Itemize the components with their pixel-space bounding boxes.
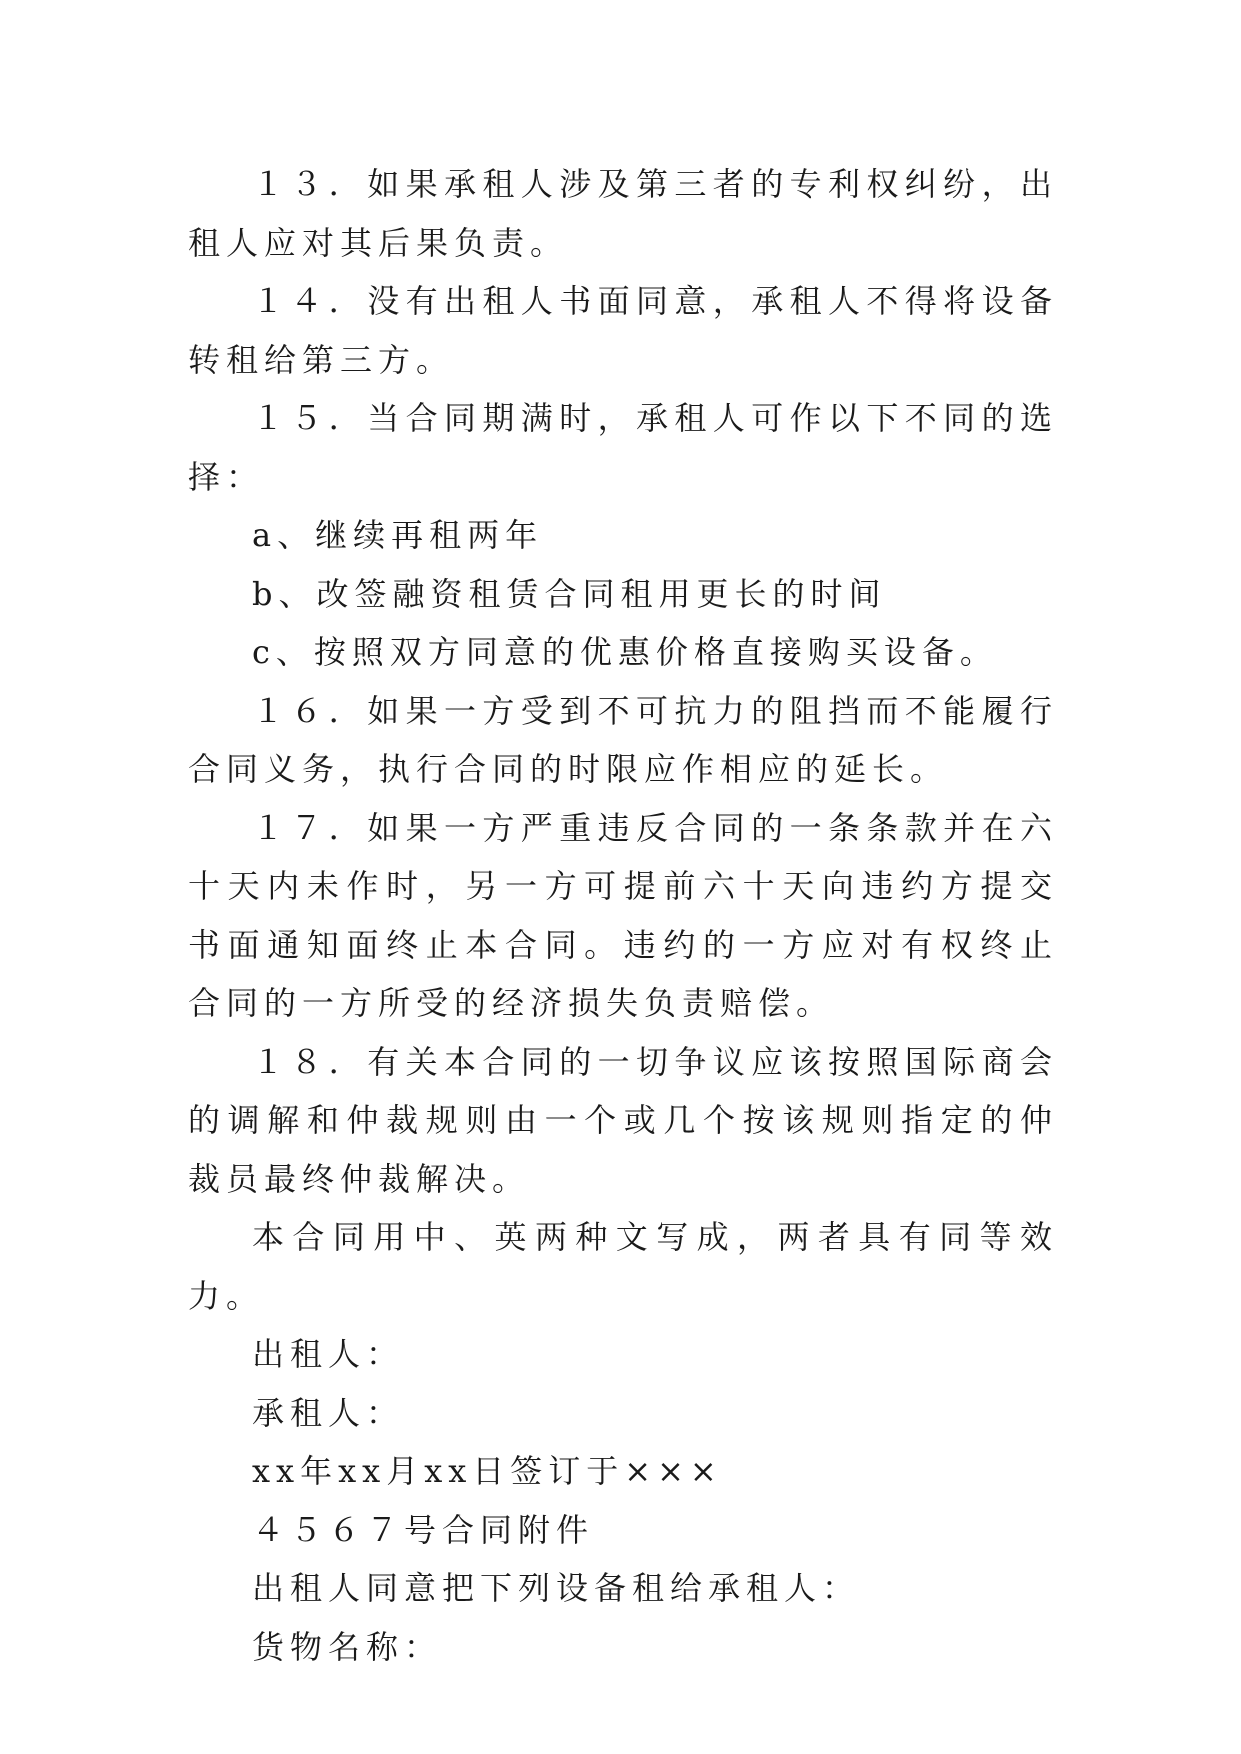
option-c: c、按照双方同意的优惠价格直接购买设备。 bbox=[252, 633, 998, 671]
clause-14: １４．没有出租人书面同意，承租人不得将设备转租给第三方。 bbox=[188, 282, 1058, 379]
signing-date-place: xx年xx月xx日签订于××× bbox=[252, 1452, 723, 1490]
clause-15: １５．当合同期满时，承租人可作以下不同的选择： bbox=[188, 399, 1058, 496]
lessee-signature-line: 承租人： bbox=[252, 1393, 405, 1432]
document-body bbox=[188, 155, 1058, 1676]
clause-13: １３．如果承租人涉及第三者的专利权纠纷，出租人应对其后果负责。 bbox=[188, 165, 1058, 262]
appendix-title: ４５６７号合同附件 bbox=[252, 1510, 595, 1549]
clause-16: １６．如果一方受到不可抗力的阻挡而不能履行合同义务，执行合同的时限应作相应的延长。 bbox=[188, 691, 1058, 788]
clause-17: １７．如果一方严重违反合同的一条条款并在六十天内未作时，另一方可提前六十天向违约方提交书面通知面终止本合同。违约的一方应对有权终止合同的一方所受的经济损失负责赔偿。 bbox=[188, 808, 1058, 1022]
language-statement: 本合同用中、英两种文写成，两者具有同等效力。 bbox=[188, 1218, 1058, 1315]
appendix-intro: 出租人同意把下列设备租给承租人： bbox=[252, 1569, 861, 1607]
clause-18: １８．有关本合同的一切争议应该按照国际商会的调解和仲裁规则由一个或几个按该规则指定的仲裁员最终仲裁解决。 bbox=[188, 1042, 1058, 1198]
option-b: b、改签融资租赁合同租用更长的时间 bbox=[252, 574, 887, 613]
option-a: a、继续再租两年 bbox=[252, 516, 544, 554]
lessor-signature-line: 出租人： bbox=[252, 1335, 405, 1373]
goods-name-line: 货物名称： bbox=[252, 1627, 443, 1666]
